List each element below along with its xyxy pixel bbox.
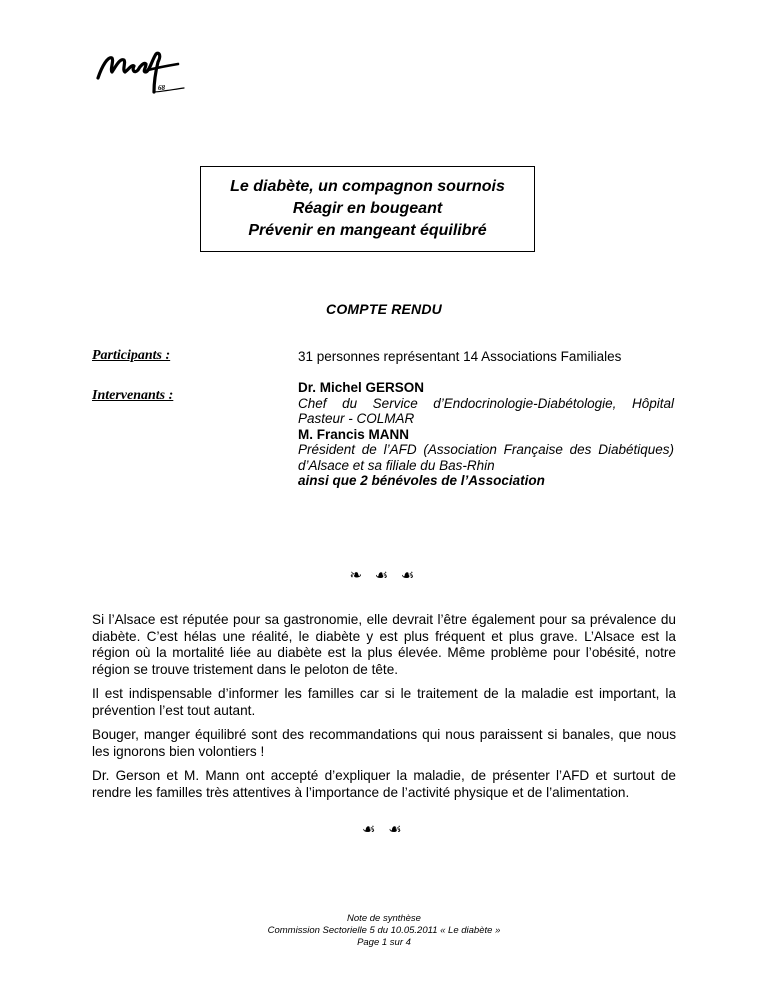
speaker-2-role-line-1: Président de l’AFD (Association Française des Diabétiques) xyxy=(298,442,674,457)
title-line-2: Réagir en bougeant xyxy=(292,200,443,217)
page-footer xyxy=(0,913,768,949)
footer-line-1: Note de synthèse xyxy=(347,913,421,924)
speaker-1-name: Dr. Michel GERSON xyxy=(298,380,425,395)
title-box xyxy=(200,166,535,252)
footer-line-2: Commission Sectorielle 5 du 10.05.2011 « Le diabète » xyxy=(267,925,501,936)
paragraph-3: Bouger, manger équilibré sont des recommandations qui nous paraissent si banales, que nous les ignorons bien volontiers ! xyxy=(92,727,676,759)
logo-signature xyxy=(92,48,188,102)
speaker-2-role-line-2: d’Alsace et sa filiale du Bas-Rhin xyxy=(298,457,495,473)
title-line-3: Prévenir en mangeant équilibré xyxy=(248,222,487,239)
mdaf-logo xyxy=(92,48,188,102)
ornament-divider-top: ❧ ☙ ☙ xyxy=(349,566,419,584)
title-line-1: Le diabète, un compagnon sournois xyxy=(230,178,505,195)
paragraph-1: Si l’Alsace est réputée pour sa gastronomie, elle devrait l’être également pour sa prévalence du diabète. C’est hélas une réalité, le diabète y est plus fréquent et plus grave. L’Alsace est la région où la mortalité liée au diabète est la plus élevée. Même problème pour l’obésité, notre région se trouve tristement dans le peloton de tête. xyxy=(92,612,676,677)
report-heading: COMPTE RENDU xyxy=(326,301,442,317)
logo-subscript: 68 xyxy=(158,84,165,92)
body-text xyxy=(92,612,676,809)
participants-label: Participants : xyxy=(92,348,171,363)
speaker-2-name: M. Francis MANN xyxy=(298,426,410,442)
speaker-1-role-line-1: Chef du Service d’Endocrinologie-Diabétologie, Hôpital xyxy=(298,395,674,411)
speaker-1-role-line-2: Pasteur - COLMAR xyxy=(298,411,415,426)
ornament-divider-bottom: ☙ ☙ xyxy=(362,820,406,838)
paragraph-4: Dr. Gerson et M. Mann ont accepté d’expliquer la maladie, de présenter l’AFD et surtout de rendre les familles très attentives à l’importance de l’activité physique et de l’alimentation. xyxy=(92,768,676,800)
speakers-extra: ainsi que 2 bénévoles de l’Association xyxy=(298,473,545,488)
speakers-label: Intervenants : xyxy=(92,388,174,403)
participants-value: 31 personnes représentant 14 Associations Familiales xyxy=(298,349,622,364)
paragraph-2: Il est indispensable d’informer les familles car si le traitement de la maladie est important, la prévention l’est tout autant. xyxy=(92,686,676,718)
speakers-block xyxy=(298,380,674,489)
footer-page-number: Page 1 sur 4 xyxy=(357,937,411,948)
